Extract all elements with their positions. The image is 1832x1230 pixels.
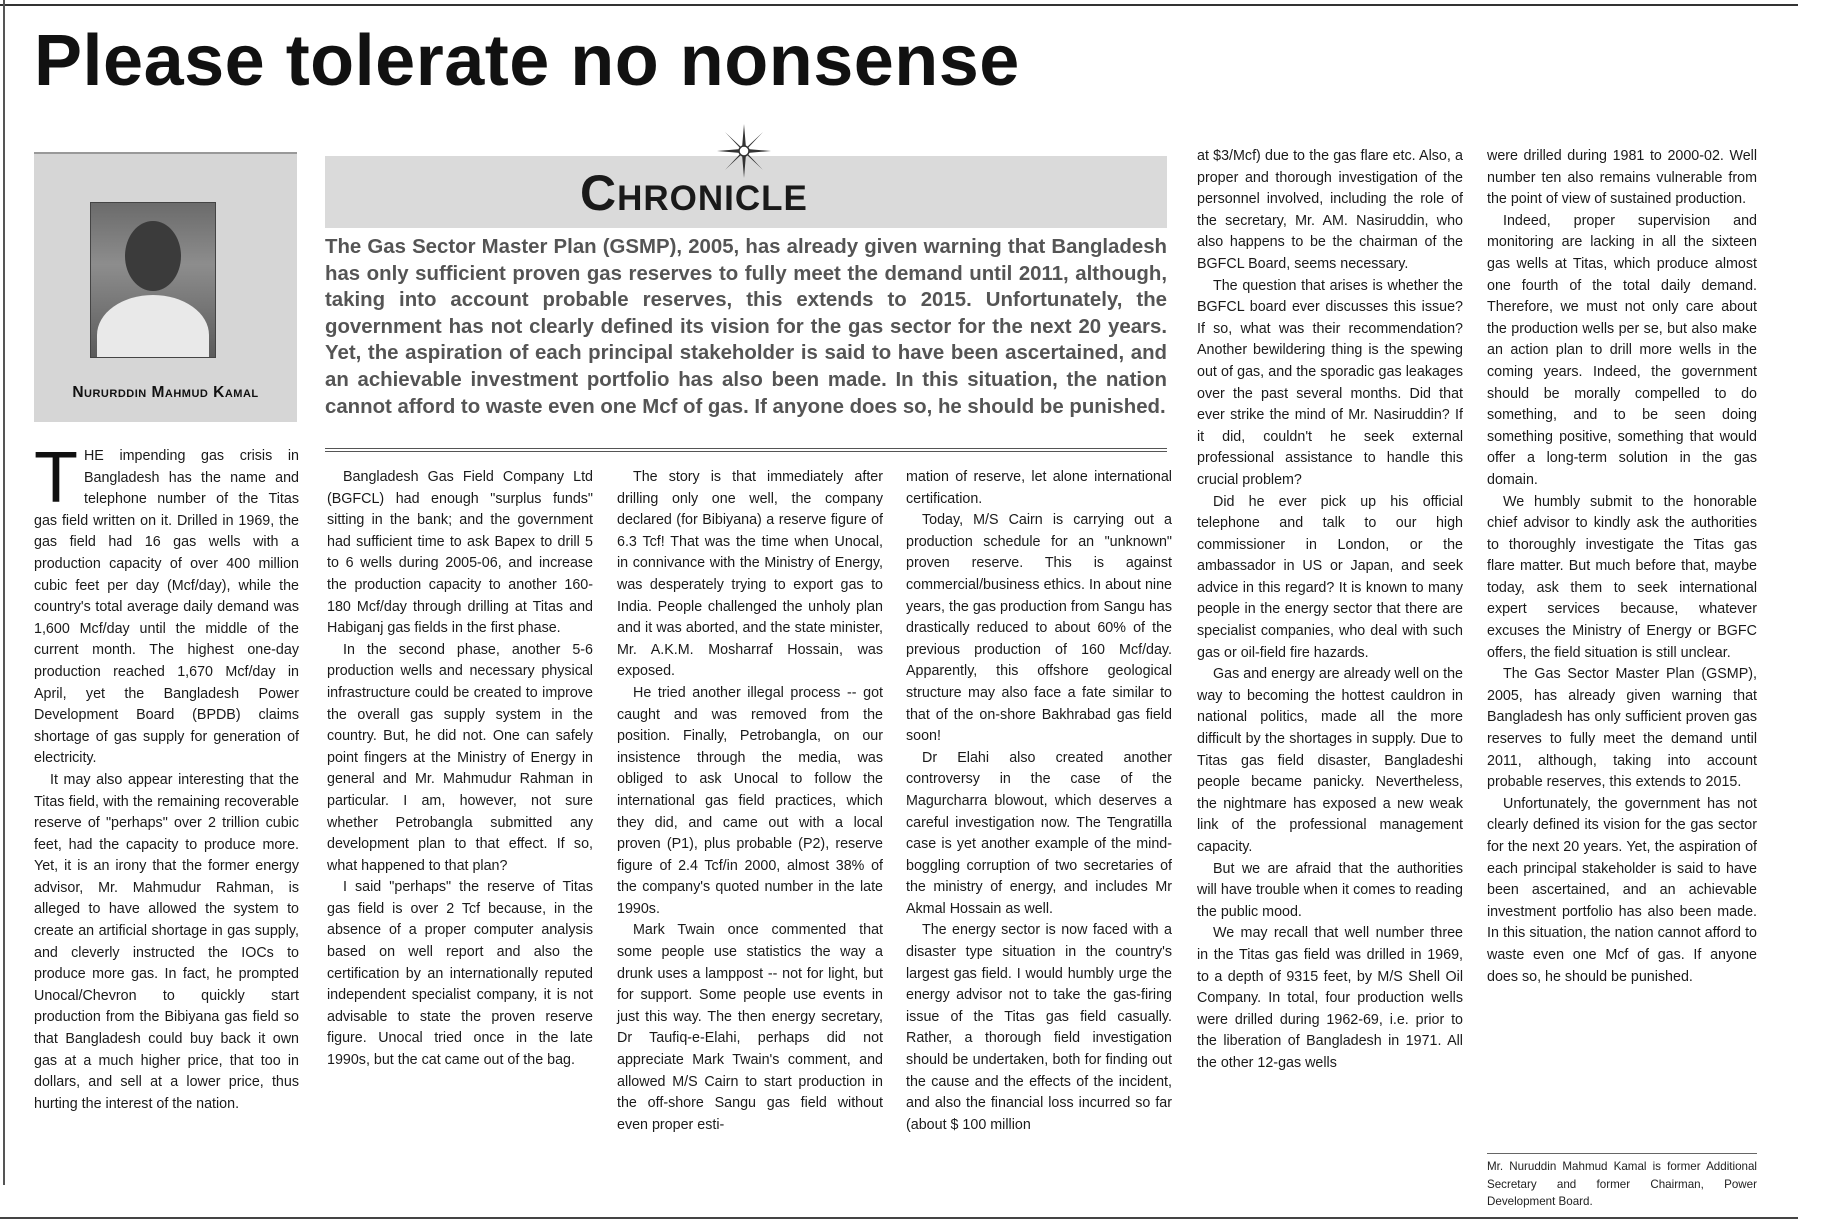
- body-paragraph: Mark Twain once commented that some people use statistics the way a drunk uses a lamppost -- not for light, but for support. Some people use events in just this way. The then energy secretary, Dr Taufiq-e-Elahi, perhaps did not appreciate Mark Twain's comment, and allowed M/S Cairn to start production in the off-shore Sangu gas field without even proper esti-: [617, 922, 883, 1133]
- body-paragraph: at $3/Mcf) due to the gas flare etc. Also, a proper and thorough investigation of the personnel involved, including the role of the secretary, Mr. AM. Nasiruddin, who also happens to be the chairman of the BGFCL Board, seems necessary.: [1197, 148, 1463, 272]
- top-rule: [0, 4, 1798, 6]
- body-paragraph: Did he ever pick up his official telephone and talk to our high commissioner in London, or the ambassador in US or Japan, and seek advice in this regard? It is known to many people in the energy sector that there are specialist companies, who deal with such gas or oil-field fire hazards.: [1197, 493, 1463, 661]
- body-paragraph: In the second phase, another 5-6 production wells and necessary physical infrastructure could be created to improve the overall gas supply system in the country. But, he did not. One can safely point fingers at the Ministry of Energy in general and Mr. Mahmudur Rahman in particular. I am, however, not sure whether Petrobangla submitted any development plan to that effect. If so, what happened to that plan?: [327, 641, 593, 874]
- body-paragraph: The question that arises is whether the BGFCL board ever discusses this issue? If so, what was their recommendation? Another bewildering thing is the spewing out of gas, and the sporadic gas leakages over the past several months. Did that ever strike the mind of Mr. Nasiruddin? If it did, couldn't he seek external professional assistance to handle this crucial problem?: [1197, 277, 1463, 488]
- author-photo-panel: [34, 152, 297, 422]
- article-column-1: [34, 438, 299, 1115]
- bottom-rule: [0, 1217, 1798, 1219]
- author-portrait: [90, 202, 216, 358]
- bio-rule: [1487, 1153, 1757, 1154]
- body-paragraph: The story is that immediately after drilling only one well, the company declared (for Bibiyana) a reserve figure of 6.3 Tcf! That was the time when Unocal, in connivance with the Ministry of Energy, was desperately trying to export gas to India. People challenged the unholy plan and it was aborted, and the state minister, Mr. A.K.M. Mosharraf Hossain, was exposed.: [617, 469, 883, 680]
- body-paragraph: Bangladesh Gas Field Company Ltd (BGFCL) had enough "surplus funds" sitting in the bank; and the government had sufficient time to ask Bapex to drill 5 to 6 wells during 2005-06, and increase the production capacity to another 160-180 Mcf/day through drilling at Titas and Habiganj gas fields in the first phase.: [327, 469, 593, 637]
- body-paragraph: mation of reserve, let alone international certification.: [906, 469, 1172, 507]
- left-rule: [3, 0, 5, 1185]
- article-column-3: [617, 467, 883, 1136]
- body-paragraph: We may recall that well number three in the Titas gas field was drilled in 1969, to a depth of 9315 feet, by M/S Shell Oil Company. In total, four production wells were drilled during 1962-69, i.e. prior to the liberation of Bangladesh in 1971. All the other 12-gas wells: [1197, 925, 1463, 1071]
- author-bio: Mr. Nuruddin Mahmud Kamal is former Additional Secretary and former Chairman, Power Development Board.: [1487, 1160, 1757, 1208]
- body-paragraph: Unfortunately, the government has not clearly defined its vision for the gas sector for the next 20 years. Yet, the aspiration of each principal stakeholder is said to have been ascertained, and an achievable investment portfolio has also been made. In this situation, the nation cannot afford to waste even one Mcf of gas. If anyone does so, he should be punished.: [1487, 795, 1757, 985]
- body-paragraph: He tried another illegal process -- got caught and was removed from the position. Finally, Petrobangla, on our insistence through the media, was obliged to ask Unocal to follow the international gas field practices, which they did, and came out with a local proven (P1), plus probable (P2), reserve figure of 2.4 Tcf/in 2000, almost 38% of the company's quoted number in the late 1990s.: [617, 684, 883, 917]
- body-paragraph: It may also appear interesting that the Titas field, with the remaining recoverable reserve of "perhaps" over 2 trillion cubic feet, had the capacity to produce more. Yet, it is an irony that the former energy advisor, Mr. Mahmudur Rahman, is alleged to have allowed the system to create an artificial shortage in gas supply, and cleverly instructed the IOCs to produce more gas. In fact, he prompted Unocal/Chevron to quickly start production from the Bibiyana gas field so that Bangladesh could buy back it own gas at a much higher price, that too in dollars, and sell at a lower price, thus hurting the interest of the nation.: [34, 771, 299, 1112]
- article-column-6: [1487, 146, 1757, 988]
- article-column-5: [1197, 146, 1463, 1075]
- body-paragraph: Today, M/S Cairn is carrying out a production schedule for an "unknown" proven reserve. This is against commercial/business ethics. In about nine years, the gas production from Sangu has drastically reduced to about 60% of the previous production of 160 Mcf/day. Apparently, this offshore geological structure may also face a fate similar to that of the on-shore Bakhrabad gas field soon!: [906, 512, 1172, 745]
- body-paragraph: The Gas Sector Master Plan (GSMP), 2005, has already given warning that Bangladesh has only sufficient proven gas reserves to fully meet the demand until 2011, although, taking into account probable reserves, this extends to 2015.: [1487, 666, 1757, 791]
- article-column-4: [906, 467, 1172, 1136]
- body-paragraph: I said "perhaps" the reserve of Titas gas field is over 2 Tcf because, in the absence of a proper computer analysis based on well report and also the certification by an internationally reputed independent specialist company, it is not advisable to state the proven reserve figure. Unocal tried once in the late 1990s, but the cat came out of the bag.: [327, 879, 593, 1069]
- body-paragraph: Dr Elahi also created another controversy in the case of the Magurcharra blowout, which deserves a careful investigation now. The Tengratilla case is yet another example of the mind-boggling corruption of two secretaries of the ministry of energy, and includes Mr Akmal Hossain as well.: [906, 749, 1172, 917]
- body-paragraph: Gas and energy are already well on the way to becoming the hottest cauldron in national politics, made all the more difficult by the shortages in supply. Due to Titas gas field disaster, Bangladeshi people became panicky. Nevertheless, the nightmare has exposed a new weak link of the professional management capacity.: [1197, 666, 1463, 855]
- body-paragraph: The energy sector is now faced with a disaster type situation in the country's largest gas field. I would humbly urge the energy advisor not to take the gas-firing issue of the Titas gas field casually. Rather, a thorough field investigation should be undertaken, both for finding out the cause and the effects of the incident, and also the financial loss incurred so far (about $ 100 million: [906, 922, 1172, 1133]
- dropcap: T: [34, 438, 78, 518]
- body-paragraph: We humbly submit to the honorable chief advisor to kindly ask the authorities to thoroughly investigate the Titas gas flare matter. But much before that, maybe today, ask them to seek international expert services because, whatever excuses the Ministry of Energy or BGFC offers, the field situation is still unclear.: [1487, 493, 1757, 661]
- lede-rule: [325, 448, 1167, 449]
- body-paragraph: were drilled during 1981 to 2000-02. Well number ten also remains vulnerable from the point of view of sustained production.: [1487, 148, 1757, 208]
- author-name: Nururddin Mahmud Kamal: [72, 384, 259, 401]
- lede-paragraph: The Gas Sector Master Plan (GSMP), 2005, has already given warning that Bangladesh has only sufficient proven gas reserves to fully meet the demand until 2011, although, taking into account probable reserves, this extends to 2015. Unfortunately, the government has not clearly defined its vision for the gas sector for the next 20 years. Yet, the aspiration of each principal stakeholder is said to have been ascertained, and an achievable investment portfolio has also been made. In this situation, the nation cannot afford to waste even one Mcf of gas. If anyone does so, he should be punished.: [325, 236, 1167, 418]
- article-column-2: [327, 467, 593, 1072]
- body-paragraph: THE impending gas crisis in Bangladesh has the name and telephone number of the Titas gas field written on it. Drilled in 1969, the gas field had 16 gas wells with a production capacity of over 400 million cubic feet per day (Mcf/day), while the country's total average daily demand was 1,600 Mcf/day until the middle of the current month. The highest one-day production reached 1,670 Mcf/day in April, yet the Bangladesh Power Development Board (BPDB) claims shortage of gas supply for generation of electricity.: [34, 438, 299, 767]
- section-title: Chronicle: [580, 165, 808, 221]
- lede-rule: [325, 451, 1167, 452]
- body-paragraph: Indeed, proper supervision and monitoring are lacking in all the sixteen gas wells at Titas, which produce almost one fourth of the total daily demand. Therefore, we must not only care about the production wells per se, but also make an action plan to drill more wells in the coming years. Indeed, the government should be morally compelled to do something, and to be seen doing something positive, something that would offer a long-term solution in the gas domain.: [1487, 212, 1757, 488]
- headline: Please tolerate no nonsense: [34, 21, 1020, 101]
- body-paragraph: But we are afraid that the authorities will have trouble when it comes to reading the public mood.: [1197, 860, 1463, 920]
